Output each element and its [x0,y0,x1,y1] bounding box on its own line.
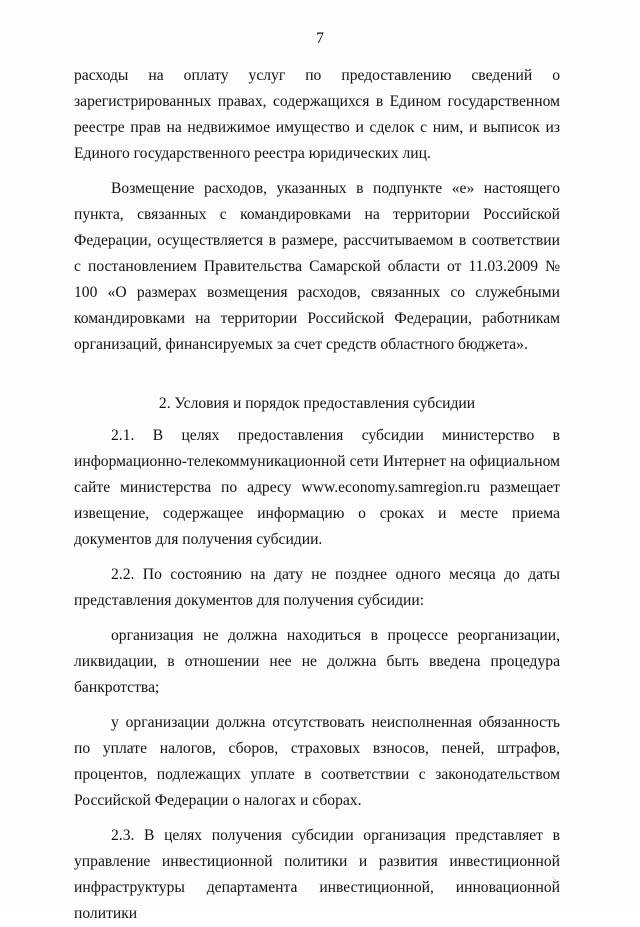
paragraph-expenses-continuation: расходы на оплату услуг по предоставлению сведений о зарегистрированных правах, содержащихся в Едином государственном реестре прав на недвижимое имущество и сделок с ним, и выписок из Единого государственного реестра юридических лиц. [74,67,560,162]
paragraph-2-1: 2.1. В целях предоставления субсидии министерство в информационно-телекоммуникационной сети Интернет на официальном сайте министерства по адресу www.economy.samregion.ru размещает извещение, содержащее информацию о сроках и месте приема документов для получения субсидии. [74,427,560,548]
paragraph-travel-expenses: Возмещение расходов, указанных в подпункте «е» настоящего пункта, связанных с командировками на территории Российской Федерации, осуществляется в размере, рассчитываемом в соответствии с постановлением Правительства Самарской области от 11.03.2009 № 100 «О размерах возмещения расходов, связанных со служебными командировками на территории Российской Федерации, работникам организаций, финансируемых за счет средств областного бюджета». [74,180,560,353]
paragraph-2-2: 2.2. По состоянию на дату не позднее одного месяца до даты представления документов для получения субсидии: [74,566,560,609]
paragraph-2-3: 2.3. В целях получения субсидии организация представляет в управление инвестиционной политики и развития инвестиционной инфраструктуры департамента инвестиционной, инновационной политики [74,827,560,922]
section-heading: 2. Условия и порядок предоставления субсидии [158,395,476,412]
scan-artifact-mark [551,876,561,886]
paragraph-2-2-reorganization: организация не должна находиться в процессе реорганизации, ликвидации, в отношении нее не должна быть введена процедура банкротства; [74,627,560,696]
document-body [74,63,560,927]
paragraph-2-2-taxes: у организации должна отсутствовать неисполненная обязанность по уплате налогов, сборов, страховых взносов, пеней, штрафов, процентов, подлежащих уплате в соответствии с законодательством Российской Федерации о налогах и сборах. [74,714,560,809]
page-number: 7 [316,30,324,47]
